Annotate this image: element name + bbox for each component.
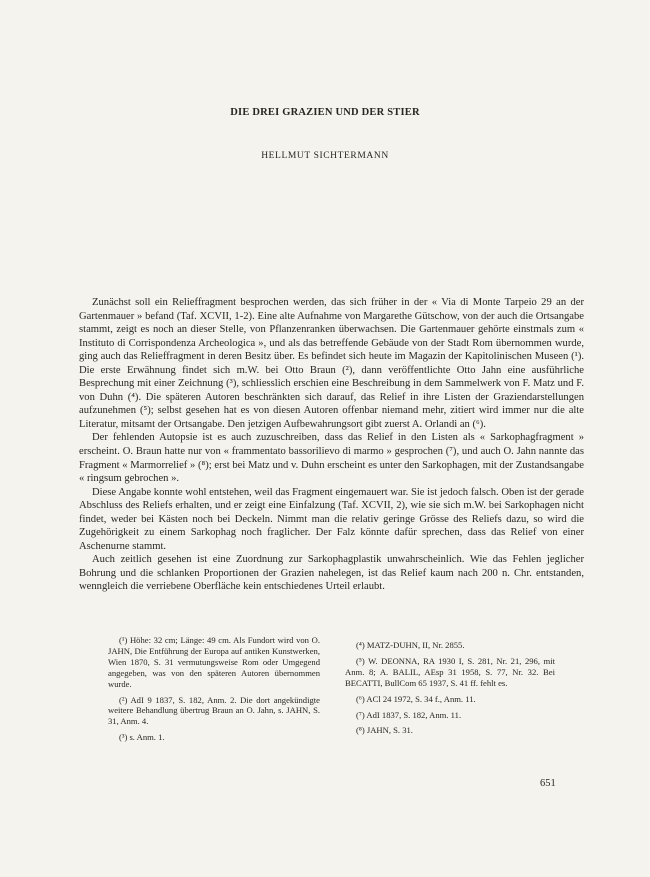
paragraph: Zunächst soll ein Relieffragment besprochen werden, das sich früher in der « Via di Monte Tarpeio 29 an der Gartenmauer » befand (Taf. XCVII, 1-2). Eine alte Aufnahme von Margarethe Gütschow, von der auch die Ortsangabe stammt, zeigt es noch an dieser Stelle, von Pflanzenranken überwachsen. Die Gartenmauer gehörte einstmals zum « Instituto di Corrispondenza Archeologica », und als das betreffende Gebäude von der Stadt Rom übernommen wurde, ging auch das Relieffragment in deren Besitz über. Es befindet sich heute im Magazin der Kapitolinischen Museen (¹). Die erste Erwähnung findet sich m.W. bei Otto Braun (²), dann veröffentlichte Otto Jahn eine ausführliche Besprechung mit einer Zeichnung (³), schliesslich erschien eine Beschreibung in dem Sammelwerk von F. Matz und F. von Duhn (⁴). Die späteren Autoren beschränkten sich darauf, das Relief in ihre Listen der Graziendarstellungen aufzunehmen (⁵); selbst gesehen hat es von diesen Autoren offenbar niemand mehr, zitiert wird immer nur die alte Literatur, mitsamt der Ortsangabe. Den jetzigen Aufbewahrungsort gibt zuerst A. Orlandi an (⁶).: [79, 297, 584, 430]
article-title: DIE DREI GRAZIEN UND DER STIER: [230, 107, 420, 118]
footnote: (⁷) AdI 1837, S. 182, Anm. 11.: [356, 709, 462, 720]
footnotes-left-column: [108, 635, 320, 748]
footnotes-right-column: [345, 640, 555, 741]
footnote: (⁸) JAHN, S. 31.: [356, 725, 413, 736]
author-name: HELLMUT SICHTERMANN: [261, 151, 389, 161]
footnote: (⁵) W. DEONNA, RA 1930 I, S. 281, Nr. 21, 296, mit Anm. 8; A. BALIL, AEsp 31 1958, S. 77, Nr. 32. Bei BECATTI, BullCom 65 1937, S. 41 ff. fehlt es.: [345, 655, 555, 688]
paragraph: Der fehlenden Autopsie ist es auch zuzuschreiben, dass das Relief in den Listen als « Sarkophagfragment » erscheint. O. Braun hatte nur von « frammentato bassorilievo di marmo » gesprochen (⁷), und auch O. Jahn nannte das Fragment « Marmorrelief » (⁸); erst bei Matz und v. Duhn erscheint es unter den Sarkophagen, mit der Zustandsangabe « ringsum gebrochen ».: [79, 432, 584, 485]
page-number: 651: [540, 778, 556, 789]
paragraph: Auch zeitlich gesehen ist eine Zuordnung zur Sarkophagplastik unwahrscheinlich. Wie das Fehlen jeglicher Bohrung und die schlanken Proportionen der Grazien nahelegen, ist das Relief kaum nach 200 n. Chr. entstanden, wenngleich die verriebene Oberfläche kein entschiedenes Urteil erlaubt.: [79, 554, 584, 593]
footnote: (²) AdI 9 1837, S. 182, Anm. 2. Die dort angekündigte weitere Behandlung übertrug Braun an O. Jahn, s. JAHN, S. 31, Anm. 4.: [108, 694, 320, 727]
footnote: (³) s. Anm. 1.: [119, 732, 165, 743]
paragraph: Diese Angabe konnte wohl entstehen, weil das Fragment eingemauert war. Sie ist jedoch falsch. Oben ist der gerade Abschluss des Reliefs erhalten, und er zeigt eine Einfalzung (Taf. XCVII, 2), wie sie sich m.W. bei Sarkophagen nicht findet, weder bei Kästen noch bei Deckeln. Nimmt man die relativ geringe Grösse des Reliefs dazu, so wird die Zugehörigkeit zu einem Sarkophag noch fraglicher. Der Falz könnte dafür sprechen, dass das Relief von einer Aschenurne stammt.: [79, 486, 584, 552]
footnote: (⁶) ACl 24 1972, S. 34 f., Anm. 11.: [356, 693, 476, 704]
footnote: (¹) Höhe: 32 cm; Länge: 49 cm. Als Fundort wird von O. JAHN, Die Entführung der Europa auf antiken Kunstwerken, Wien 1870, S. 31 vermutungsweise Rom oder Umgegend angegeben, was von den späteren Autoren übernommen wurde.: [108, 635, 320, 689]
main-text: [79, 296, 584, 594]
footnote: (⁴) MATZ-DUHN, II, Nr. 2855.: [356, 640, 465, 650]
